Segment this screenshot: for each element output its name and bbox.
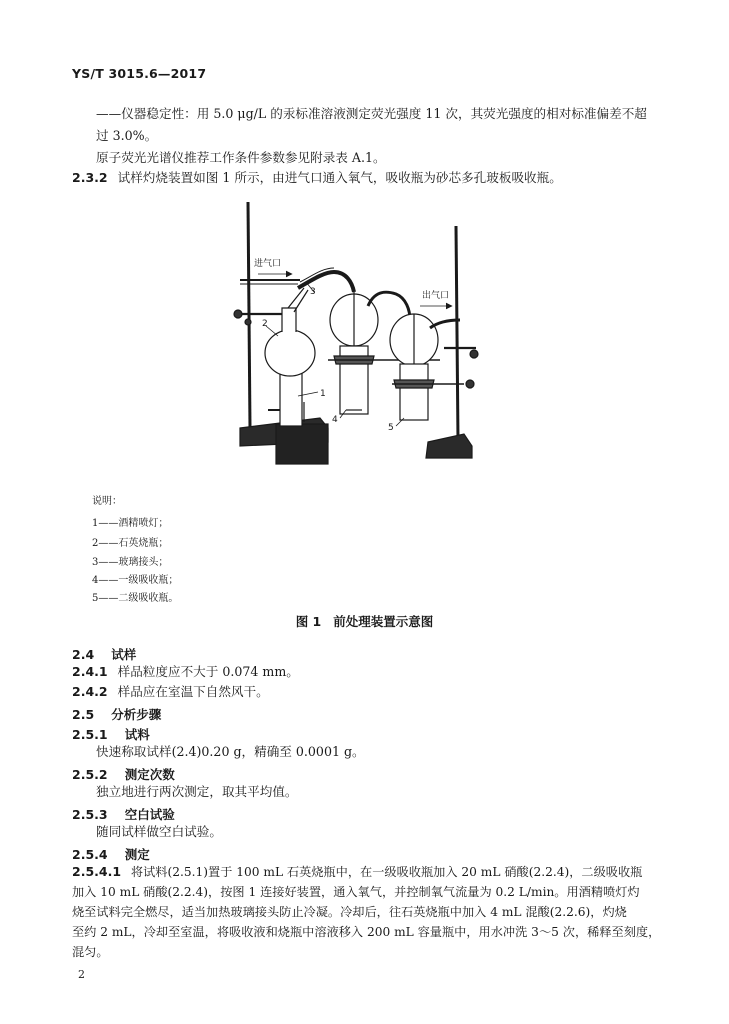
stability-line-2: 过 3.0%。 [96,128,158,143]
section-title: 试料 [124,727,150,742]
section-title: 测定次数 [124,767,175,782]
section-line-4: 至约 2 mL，冷却至室温，将吸收液和烧瓶中溶液移入 200 mL 容量瓶中，用水冲洗 3～5 次，稀释至刻度， [72,925,661,939]
alcohol-burner [276,424,328,464]
legend-item: 4——一级吸收瓶； [92,575,179,586]
caption-number: 图 1 [295,614,322,629]
conditions-note: 原子荧光光谱仪推荐工作条件参数参见附录表 A.1。 [96,150,386,165]
part-label-1: 1 [320,389,326,399]
section-2-5-4-1 [72,862,642,882]
section-line-1: 将试料(2.5.1)置于 100 mL 石英烧瓶中，在一级吸收瓶加入 20 mL 硝酸(2.2.4)，二级吸收瓶 [130,865,643,879]
section-number: 2.5.1 [72,727,108,742]
section-number: 2.3.2 [72,170,108,185]
part-label-3: 3 [310,287,316,297]
standard-code: YS/T 3015.6—2017 [72,66,207,81]
section-2-5-1 [72,724,150,743]
section-title: 分析步骤 [111,707,162,722]
section-2-5-4 [72,844,150,863]
legend-item: 3——玻璃接头； [92,557,169,568]
apparatus-figure [228,196,488,474]
section-number: 2.5.3 [72,807,108,822]
section-2-5 [72,704,161,723]
quartz-flask [265,330,315,376]
second-absorber-tube [400,364,428,420]
section-number: 2.4.1 [72,664,108,679]
section-2-5-2 [72,764,175,783]
section-line-3: 烧至试料完全燃尽，适当加热玻璃接头防止冷凝。冷却后，往石英烧瓶中加入 4 mL 混酸(2.2.6)，灼烧 [72,905,627,919]
section-2-3-2 [72,168,562,188]
section-text: 样品粒度应不大于 0.074 mm。 [117,664,299,679]
page-number: 2 [78,968,85,981]
section-2-4-1 [72,662,299,682]
section-number: 2.4 [72,647,95,662]
burner-support [280,372,302,426]
legend-title: 说明： [92,496,122,507]
section-line-2: 加入 10 mL 硝酸(2.2.4)，按图 1 连接好装置，通入氧气，并控制氧气流量为 0.2 L/min。用酒精喷灯灼 [72,885,640,899]
stability-line-1: ——仪器稳定性：用 5.0 μg/L 的汞标准溶液测定荧光强度 11 次，其荧光强度的相对标准偏差不超 [96,106,647,121]
right-stand-rod [456,226,458,440]
section-2-4-2 [72,682,269,702]
part-label-4: 4 [332,415,338,425]
caption-text: 前处理装置示意图 [333,614,434,629]
legend-item: 2——石英烧瓶； [92,538,169,549]
legend-item: 5——二级吸收瓶。 [92,593,179,604]
section-number: 2.5 [72,707,95,722]
section-title: 空白试验 [124,807,175,822]
section-title: 试样 [111,647,137,662]
section-2-5-2-text: 独立地进行两次测定，取其平均值。 [96,784,298,799]
section-2-5-1-text: 快速称取试样(2.4)0.20 g，精确至 0.0001 g。 [96,744,365,759]
outlet-label: 出气口 [422,291,450,301]
part-label-5: 5 [388,423,394,433]
part-label-2: 2 [262,319,268,329]
section-2-4 [72,644,136,663]
section-text: 样品应在室温下自然风干。 [117,684,269,699]
inlet-label: 进气口 [254,259,282,269]
section-number: 2.5.4 [72,847,108,862]
figure-caption [0,612,729,630]
section-number: 2.4.2 [72,684,108,699]
section-2-5-3-text: 随同试样做空白试验。 [96,824,222,839]
section-number: 2.5.4.1 [72,864,122,879]
section-number: 2.5.2 [72,767,108,782]
section-2-5-3 [72,804,175,823]
section-title: 测定 [124,847,150,862]
section-text: 试样灼烧装置如图 1 所示，由进气口通入氧气，吸收瓶为砂芯多孔玻板吸收瓶。 [117,170,562,185]
section-line-5: 混匀。 [72,945,109,959]
right-stand-base [426,434,472,458]
legend-item: 1——酒精喷灯； [92,518,169,529]
